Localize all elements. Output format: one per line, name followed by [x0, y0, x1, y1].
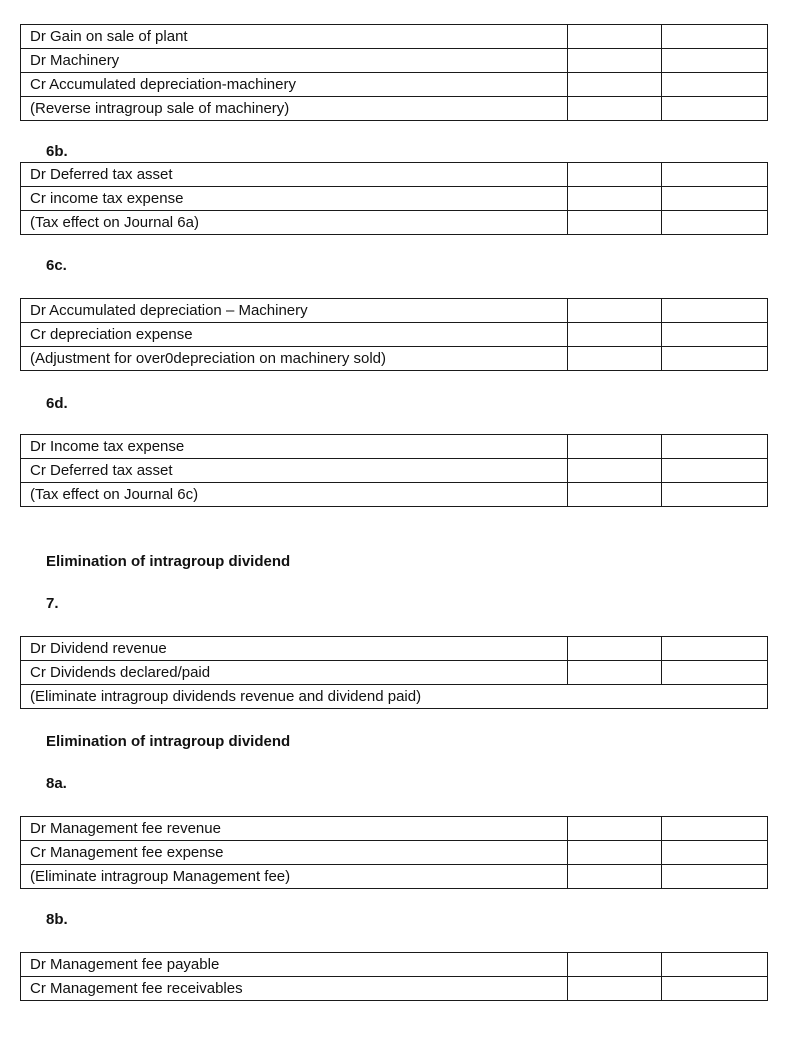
- journal-label-6b: 6b.: [46, 143, 68, 160]
- credit-cell[interactable]: [662, 163, 768, 187]
- table-row: [21, 435, 768, 459]
- debit-cell[interactable]: [568, 637, 662, 661]
- debit-cell[interactable]: [568, 49, 662, 73]
- debit-cell[interactable]: [568, 977, 662, 1001]
- account-cell: Dr Accumulated depreciation – Machinery: [21, 299, 568, 323]
- table-row: [21, 841, 768, 865]
- credit-cell[interactable]: [662, 841, 768, 865]
- debit-cell[interactable]: [568, 347, 662, 371]
- debit-cell[interactable]: [568, 163, 662, 187]
- table-row: [21, 865, 768, 889]
- account-cell: Dr Machinery: [21, 49, 568, 73]
- table-row: [21, 73, 768, 97]
- journal-table-7: [20, 636, 768, 709]
- credit-cell[interactable]: [662, 483, 768, 507]
- journal-table-6c: [20, 298, 768, 371]
- debit-cell[interactable]: [568, 841, 662, 865]
- debit-cell[interactable]: [568, 817, 662, 841]
- account-cell: Dr Dividend revenue: [21, 637, 568, 661]
- table-row: [21, 661, 768, 685]
- table-row: [21, 347, 768, 371]
- narration-cell: (Tax effect on Journal 6a): [21, 211, 568, 235]
- account-cell: Dr Deferred tax asset: [21, 163, 568, 187]
- account-cell: Cr Accumulated depreciation-machinery: [21, 73, 568, 97]
- account-cell: Dr Income tax expense: [21, 435, 568, 459]
- narration-cell: (Tax effect on Journal 6c): [21, 483, 568, 507]
- journal-table-8a: [20, 816, 768, 889]
- debit-cell[interactable]: [568, 459, 662, 483]
- section-heading-management: Elimination of intragroup dividend: [46, 733, 291, 750]
- account-cell: Cr Deferred tax asset: [21, 459, 568, 483]
- debit-cell[interactable]: [568, 435, 662, 459]
- account-cell: Cr Dividends declared/paid: [21, 661, 568, 685]
- credit-cell[interactable]: [662, 299, 768, 323]
- debit-cell[interactable]: [568, 211, 662, 235]
- debit-cell[interactable]: [568, 73, 662, 97]
- table-row: [21, 977, 768, 1001]
- debit-cell[interactable]: [568, 323, 662, 347]
- credit-cell[interactable]: [662, 347, 768, 371]
- credit-cell[interactable]: [662, 459, 768, 483]
- credit-cell[interactable]: [662, 661, 768, 685]
- account-cell: Cr Management fee expense: [21, 841, 568, 865]
- account-cell: Cr income tax expense: [21, 187, 568, 211]
- journal-table-6d: [20, 434, 768, 507]
- section-heading-dividend: Elimination of intragroup dividend: [46, 553, 291, 570]
- account-cell: Dr Management fee revenue: [21, 817, 568, 841]
- credit-cell[interactable]: [662, 637, 768, 661]
- journal-label-6d: 6d.: [46, 395, 68, 412]
- table-row: [21, 685, 768, 709]
- table-row: [21, 299, 768, 323]
- journal-label-7: 7.: [46, 595, 59, 612]
- credit-cell[interactable]: [662, 49, 768, 73]
- credit-cell[interactable]: [662, 97, 768, 121]
- journal-table-6b: [20, 162, 768, 235]
- narration-cell: (Adjustment for over0depreciation on machinery sold): [21, 347, 568, 371]
- narration-cell: (Eliminate intragroup dividends revenue and dividend paid): [21, 685, 768, 709]
- credit-cell[interactable]: [662, 187, 768, 211]
- table-row: [21, 323, 768, 347]
- table-row: [21, 211, 768, 235]
- credit-cell[interactable]: [662, 323, 768, 347]
- narration-cell: (Eliminate intragroup Management fee): [21, 865, 568, 889]
- table-row: [21, 97, 768, 121]
- journal-table-8b: [20, 952, 768, 1001]
- journal-label-8a: 8a.: [46, 775, 67, 792]
- debit-cell[interactable]: [568, 97, 662, 121]
- debit-cell[interactable]: [568, 483, 662, 507]
- account-cell: Cr depreciation expense: [21, 323, 568, 347]
- credit-cell[interactable]: [662, 435, 768, 459]
- journal-table-5: [20, 24, 768, 121]
- journal-label-6c: 6c.: [46, 257, 67, 274]
- table-row: [21, 459, 768, 483]
- debit-cell[interactable]: [568, 299, 662, 323]
- credit-cell[interactable]: [662, 817, 768, 841]
- credit-cell[interactable]: [662, 865, 768, 889]
- account-cell: Dr Management fee payable: [21, 953, 568, 977]
- journal-label-8b: 8b.: [46, 911, 68, 928]
- narration-cell: (Reverse intragroup sale of machinery): [21, 97, 568, 121]
- credit-cell[interactable]: [662, 25, 768, 49]
- debit-cell[interactable]: [568, 187, 662, 211]
- credit-cell[interactable]: [662, 73, 768, 97]
- table-row: [21, 49, 768, 73]
- debit-cell[interactable]: [568, 661, 662, 685]
- credit-cell[interactable]: [662, 953, 768, 977]
- account-cell: Cr Management fee receivables: [21, 977, 568, 1001]
- credit-cell[interactable]: [662, 977, 768, 1001]
- table-row: [21, 637, 768, 661]
- debit-cell[interactable]: [568, 953, 662, 977]
- debit-cell[interactable]: [568, 865, 662, 889]
- table-row: [21, 187, 768, 211]
- table-row: [21, 163, 768, 187]
- table-row: [21, 817, 768, 841]
- table-row: [21, 483, 768, 507]
- table-row: [21, 25, 768, 49]
- account-cell: Dr Gain on sale of plant: [21, 25, 568, 49]
- debit-cell[interactable]: [568, 25, 662, 49]
- credit-cell[interactable]: [662, 211, 768, 235]
- table-row: [21, 953, 768, 977]
